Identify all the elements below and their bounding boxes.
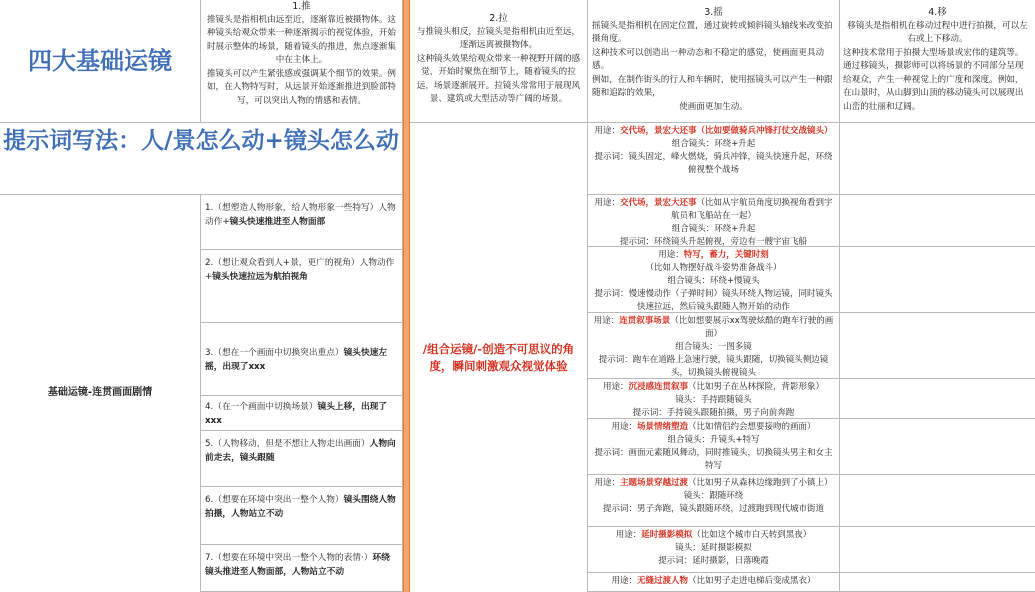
use-detail: （比如人物摆好战斗姿势准备战斗）	[645, 263, 782, 273]
use-label: 用途：	[593, 316, 620, 326]
empty-cell	[840, 379, 1035, 419]
empty-cell	[840, 247, 1035, 313]
step-plain: 6.（想要在环境中突出一整个人物）	[205, 495, 344, 505]
combo-lens: 组合镜头：升镜头+特写	[667, 435, 760, 445]
use-detail: （比如男子在丛林探险，背影形象）	[688, 382, 825, 392]
use-highlight: 特写，蓄力，关键时刻	[683, 250, 769, 260]
use-label: 用途：	[611, 576, 637, 586]
row-label: 基础运镜-连贯画面剧情	[47, 387, 153, 399]
title-sub: 提示词写法：人/景怎么动+镜头怎么动	[3, 128, 399, 154]
prompt-text: 提示词：环绕镜头升起俯视，旁边有一艘宇宙飞船	[619, 237, 807, 247]
use-detail: （比如这个城市白天转到黑夜）	[692, 530, 812, 540]
use-detail: （比如男子走进电梯后变成黑衣）	[688, 576, 816, 586]
move-pan-desc-4: 使画面更加生动。	[679, 101, 748, 112]
step-bold: 镜头快速推进至人物面部	[229, 217, 326, 227]
use-case	[588, 379, 840, 419]
prompt-text: 提示词：男子奔跑，镜头跟随环绕，过渡跑到现代城市街道	[602, 504, 824, 514]
move-pull-cell	[410, 0, 588, 123]
step-bold: 镜头围绕人物拍摄，人物站立不动	[205, 495, 396, 519]
move-track-desc-1: 移镜头是指相机在移动过程中进行拍摄，可以左右或上下移动。	[847, 20, 1028, 45]
use-highlight: 场景情绪塑造	[636, 422, 688, 432]
use-highlight: 无缝过渡人物	[636, 576, 688, 586]
use-label: 用途：	[594, 126, 620, 136]
use-highlight: 交代场，景宏大还事	[619, 126, 697, 136]
prompt-text: 提示词：延时摄影，日落晚霞	[658, 556, 769, 566]
combo-lens: 组合镜头：环绕+升起	[671, 224, 756, 234]
step-plain: 5.（人物移动，但是不想让人物走出画面）	[205, 439, 370, 449]
step-item	[201, 545, 403, 592]
step-item	[201, 195, 403, 250]
move-track-desc-2: 这种技术常用于拍摄大型场景或宏伟的建筑等。通过移镜头，摄影师可以将场景的不同部分呈现给观众，产生一种视觉上的广度和深度。例如，在山景时，从山脚到山顶的移动镜头可以展现出山峦的壮丽和辽阔。	[843, 47, 1024, 112]
empty-cell	[840, 419, 1035, 475]
move-track-header: 4.移	[928, 7, 947, 18]
prompt-text: 提示词：手持镜头跟随拍摄，男子向前奔跑	[632, 408, 795, 418]
use-highlight: 主题场景穿越过渡	[619, 478, 688, 488]
move-push-cell	[201, 0, 403, 123]
move-pan-desc-3: 例如，在制作街头的行人和车辆时，使用摇镜头可以产生一种跟随和追踪的效果，	[592, 74, 833, 99]
prompt-text: 提示词：慢速慢动作（子弹时间）镜头环绕人物运镜，同时镜头快速拉远，然后镜头跟随人物开始的动作	[594, 289, 833, 312]
step-item	[201, 487, 403, 545]
use-highlight: 沉浸感连贯叙事	[628, 382, 688, 392]
empty-cell	[840, 527, 1035, 573]
use-case	[588, 527, 840, 573]
use-label: 用途：	[594, 198, 620, 208]
move-push-header: 1.推	[292, 1, 311, 12]
move-pull-header: 2.拉	[489, 13, 508, 24]
combo-lens: 镜头：延时摄影模拟	[675, 543, 752, 553]
prompt-text: 提示词：跑车在道路上急速行驶，镜头跟随，切换镜头侧边镜头，切换镜头俯视镜头	[598, 355, 829, 378]
step-bold: 人物向前走去，镜头跟随	[205, 439, 396, 463]
step-item	[201, 250, 403, 323]
empty-cell	[840, 313, 1035, 379]
use-label: 用途：	[602, 382, 629, 392]
move-pull-desc-2: 这种镜头效果给观众带来一种视野开阔的感觉，开始时聚焦在细节上，随着镜头的拉远，场景逐渐展开。拉镜头常常用于展现风景、建筑或大型活动等广阔的场景。	[416, 53, 581, 105]
step-bold: 镜头快速拉远为航拍视角	[212, 272, 308, 282]
use-detail: （比如情侣约会想要接吻的画面）	[688, 422, 816, 432]
empty-cell	[840, 573, 1035, 592]
step-bold: 镜头快速左摇，出现了xxx	[205, 348, 388, 372]
step-item	[201, 396, 403, 431]
use-case	[588, 573, 840, 592]
move-pan-desc-2: 这种技术可以创造出一种动态和不稳定的感觉，使画面更具动感。	[592, 47, 825, 72]
use-label: 用途：	[615, 530, 642, 540]
prompt-text: 提示词：画面元素随风舞动，同时推镜头，切换镜头男主和女主特写	[594, 448, 833, 471]
use-label: 用途：	[594, 478, 620, 488]
move-push-desc-2: 推镜头可以产生紧张感或强调某个细节的效果。例如，在人物特写时，从远景开始逐渐推进到脸部特写，可以突出人物的情感和表情。	[206, 68, 397, 106]
move-pan-cell	[588, 0, 840, 123]
move-pull-desc-1: 与推镜头相反，拉镜头是指相机由近至远，逐渐远离被摄物体。	[416, 26, 581, 51]
combo-lens: 组合镜头：环绕+慢镜头	[667, 276, 760, 286]
use-highlight-detail: （比如要做骑兵冲锋打仗交战镜头）	[696, 126, 833, 136]
use-label: 用途：	[611, 422, 637, 432]
use-case	[588, 195, 840, 247]
use-case	[588, 419, 840, 475]
use-case	[588, 313, 840, 379]
use-detail: （比如男子从森林边缘跑到了小镇上）	[688, 478, 833, 488]
title-sub-cell	[0, 123, 403, 195]
combo-note-cell	[410, 123, 588, 592]
use-case	[588, 123, 840, 195]
use-detail: （比如想要展示xx驾驶炫酷的跑车行驶的画面）	[670, 316, 834, 339]
step-plain: 1.（想塑造人物形象，给人物形象一些特写）人物动作+	[205, 203, 396, 227]
move-pan-header: 3.摇	[704, 7, 723, 18]
use-label: 用途：	[658, 250, 684, 260]
step-bold: 环绕镜头推进至人物面部，人物站立不动	[205, 553, 390, 577]
move-track-cell	[840, 0, 1035, 123]
step-item	[201, 431, 403, 487]
move-pan-desc-1: 摇镜头是指相机在固定位置，通过旋转或倾斜镜头轴线来改变拍摄角度。	[592, 20, 833, 45]
use-highlight: 连贯叙事场景	[619, 316, 671, 326]
use-case	[588, 247, 840, 313]
use-highlight: 交代场，景宏大还事	[619, 198, 697, 208]
use-case	[588, 475, 840, 527]
step-plain: 7.（想要在环境中突出一整个人物的表情·）	[205, 553, 373, 563]
move-push-desc-1: 推镜头是指相机由远至近，逐渐靠近被摄物体。这种镜头给观众带来一种逐渐揭示的视觉体验，开始时展示整体的场景，随着镜头的推进，焦点逐渐集中在主体上。	[206, 14, 397, 66]
empty-cell	[840, 123, 1035, 195]
combo-lens: 组合镜头：一图多镜	[675, 342, 752, 352]
empty-cell	[840, 195, 1035, 247]
column-divider-border	[403, 0, 410, 592]
title-main-cell	[0, 0, 201, 123]
step-plain: 2.（想让观众看到人+景，更广的视角）人物动作+	[205, 258, 395, 282]
combo-lens: 组合镜头：环绕+升起	[671, 139, 756, 149]
use-highlight: 延时摄影模拟	[641, 530, 693, 540]
use-detail: （比如从宇航员角度切换视角看到宇航员和飞船站在一起）	[670, 198, 833, 221]
step-item	[201, 323, 403, 396]
combo-lens: 镜头：手持跟随镜头	[675, 395, 752, 405]
step-bold: 镜头上移，出现了xxx	[205, 402, 388, 426]
combo-note: /组合运镜/-创造不可思议的角度，瞬间刺激观众视觉体验	[422, 341, 575, 373]
step-plain: 3.（想在一个画面中切换突出重点）	[205, 348, 344, 358]
step-plain: 4.（在一个画面中切换场景）	[205, 402, 318, 412]
empty-cell	[840, 475, 1035, 527]
prompt-text: 提示词：镜头固定，峰火燃烧，骑兵冲锋，镜头快速升起，环绕俯视整个战场	[594, 152, 833, 175]
row-label-cell	[0, 195, 201, 592]
combo-lens: 镜头：跟随环绕	[683, 491, 744, 501]
title-main: 四大基础运镜	[28, 47, 172, 75]
